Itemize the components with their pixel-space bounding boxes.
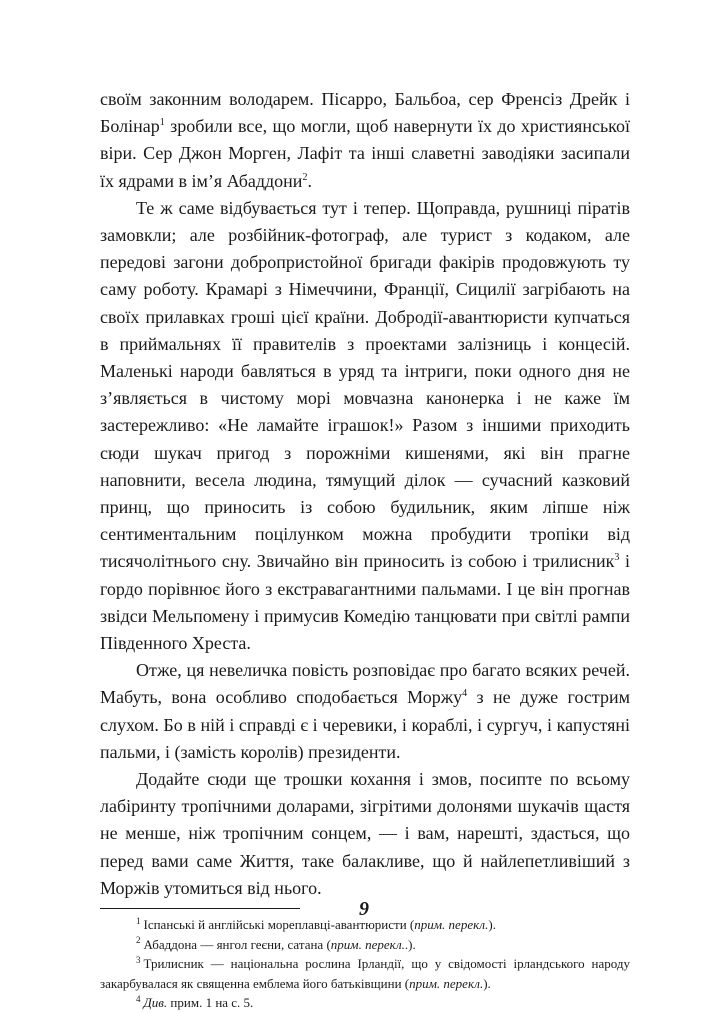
paragraph-2 [100,195,630,657]
footnote-ref-2: 2 [302,171,308,183]
paragraph-3-text-b: з не дуже гострим слухом. Бо в ній і справді є і черевики, і кораблі, і сургуч, і капустяні пальми, і (замість королів) президенти. [100,687,631,762]
footnote-1-note: прим. перекл. [414,917,489,933]
paragraph-1-text-b: зробили все, що могли, щоб навернути їх до християнської віри. Сер Джон Морген, Лафіт та інші славетні заводіяки засипали їх ядрами в ім’я Абаддони [100,116,630,191]
paragraph-3 [100,657,630,766]
paragraph-3-text-a: Отже, ця невеличка повість розповідає про багато всяких речей. Мабуть, вона особливо сподобається Моржу [100,660,630,708]
footnote-3 [100,954,630,993]
footnote-3-note: прим. перекл. [409,975,484,991]
body-text [100,86,630,902]
page-number: 9 [359,898,369,920]
footnote-1-text: Іспанські й англійські мореплавці-авантюристи ( [143,917,415,933]
footnote-mark-3: 3 [136,954,141,965]
footnote-2-text: Абаддона — янгол геєни, сатана ( [143,936,331,952]
footnote-mark-2: 2 [136,935,141,946]
footnote-3-tail: ). [483,975,491,991]
paragraph-2-text-b: і гордо порівнює його з екстравагантними пальмами. І це він прогнав звідси Мельпомену і примусив Комедію танцювати при світлі рампи Південного Хреста. [100,551,630,654]
paragraph-1-text-c: . [307,170,312,191]
footnote-mark-1: 1 [136,915,141,926]
footnote-4-tail: прим. 1 на с. 5. [167,995,254,1011]
footnote-ref-1: 1 [159,117,165,129]
footnotes [100,915,630,1013]
footnote-1-tail: ). [488,917,496,933]
footnote-3-text: Трилисник — національна рослина Ірландії, що у свідомості ірландського народу закарбувалася як священна емблема його батьківщини ( [100,956,630,991]
footnote-ref-4: 4 [462,688,468,700]
footnote-2 [100,935,630,955]
paragraph-2-text-a: Те ж саме відбувається тут і тепер. Щоправда, рушниці піратів замовкли; але розбійник-фотограф, але турист з кодаком, але передові загони добропристойної бригади факірів продовжують ту саму роботу. Крамарі з Німеччини, Франції, Сицилії загрібають на своїх прилавках гроші цієї країни. Добродії-авантюристи купчаться в приймальнях її правителів з проектами залізниць і концесій. Маленькі народи бавляться в уряд та інтриги, поки одного дня не з’являється в чистому морі мовчазна канонерка і не каже їм застережливо: «Не ламайте іграшок!» Разом з іншими приходить сюди шукач пригод з порожніми кишенями, які він прагне наповнити, весела людина, тямущий ділок — сучасний казковий принц, що приносить із собою будильник, яким ліпше ніж сентиментальним поцілунком можна пробудити тропіки від тисячолітнього сну. Звичайно він приносить із собою і трилисник [100,197,630,572]
footnote-2-tail: .). [404,936,416,952]
footnote-mark-4: 4 [136,993,141,1004]
paragraph-1 [100,86,630,195]
footnote-4 [100,993,630,1013]
footnote-4-note: Див. [143,995,168,1011]
footnote-2-note: прим. перекл. [330,936,405,952]
page-content [100,86,630,1013]
footnote-ref-3: 3 [614,552,620,564]
paragraph-1-text-a: своїм законним володарем. Пісарро, Бальбоа, сер Френсіз Дрейк і Болінар [100,89,630,137]
paragraph-4: Додайте сюди ще трошки кохання і змов, посипте по всьому лабіринту тропічними доларами, зігрітими долонями шукачів щастя не менше, ніж тропічним сонцем, — і вам, нарешті, здасться, що перед вами саме Життя, таке балакливе, що й найлепетливіший з Моржів утомиться від нього. [100,769,630,898]
